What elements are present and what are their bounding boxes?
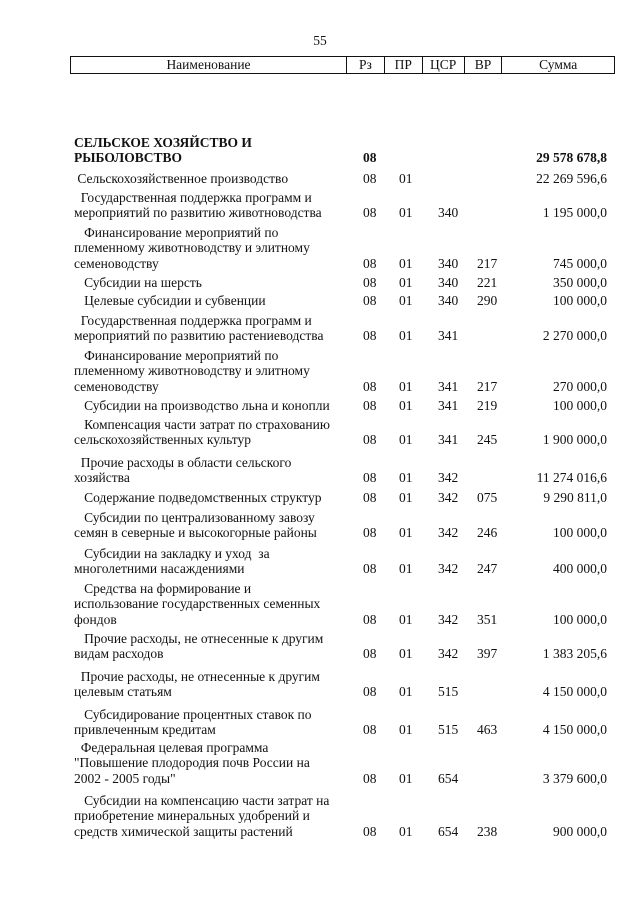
row-name-line: видам расходов bbox=[74, 646, 164, 662]
row-pr: 01 bbox=[399, 561, 413, 577]
row-name-line: Прочие расходы, не отнесенные к другим bbox=[74, 669, 320, 684]
row-rz: 08 bbox=[363, 770, 377, 786]
row-name-line: Субсидии на закладку и уход за bbox=[74, 546, 270, 561]
row-pr: 01 bbox=[399, 293, 413, 308]
row-name-line: семеноводству bbox=[74, 378, 159, 394]
row-rz: 08 bbox=[363, 398, 377, 413]
header-csr: ЦСР bbox=[423, 57, 465, 73]
row-pr: 01 bbox=[399, 525, 413, 541]
row-csr: 342 bbox=[438, 525, 459, 541]
row-name-line: средств химической защиты растений bbox=[74, 823, 293, 839]
row-name-line: Прочие расходы в области сельского bbox=[74, 455, 292, 470]
row-pr: 01 bbox=[399, 770, 413, 786]
row-rz: 08 bbox=[363, 378, 377, 394]
row-sum: 100 000,0 bbox=[553, 293, 607, 308]
row-sum: 4 150 000,0 bbox=[542, 684, 607, 700]
row-name-line: семян в северные и высокогорные районы bbox=[74, 525, 317, 541]
row-name-line: сельскохозяйственных культур bbox=[74, 432, 252, 448]
row-rz: 08 bbox=[363, 611, 377, 627]
row-sum: 1 195 000,0 bbox=[542, 205, 607, 221]
row-sum: 4 150 000,0 bbox=[542, 722, 607, 738]
header-vr: ВР bbox=[465, 57, 503, 73]
row-name-line: целевым статьям bbox=[74, 684, 172, 700]
row-sum: 29 578 678,8 bbox=[536, 150, 607, 166]
row-sum: 9 290 811,0 bbox=[543, 490, 607, 505]
row-name-line: Государственная поддержка программ и bbox=[74, 190, 312, 205]
row-name-line: 2002 - 2005 годы" bbox=[74, 770, 176, 786]
row-csr: 341 bbox=[438, 378, 459, 394]
row-vr: 245 bbox=[477, 432, 498, 448]
row-csr: 340 bbox=[438, 293, 459, 308]
row-rz: 08 bbox=[363, 684, 377, 700]
row-sum: 2 270 000,0 bbox=[542, 328, 607, 344]
row-vr: 351 bbox=[477, 611, 498, 627]
row-csr: 341 bbox=[438, 398, 459, 413]
row-sum: 11 274 016,6 bbox=[536, 470, 607, 486]
row-rz: 08 bbox=[363, 328, 377, 344]
row-vr: 463 bbox=[477, 722, 498, 738]
row-name-line: племенному животноводству и элитному bbox=[74, 240, 310, 256]
row-csr: 342 bbox=[438, 490, 459, 505]
header-name: Наименование bbox=[71, 57, 347, 73]
row-rz: 08 bbox=[363, 205, 377, 221]
row-vr: 217 bbox=[477, 378, 498, 394]
row-csr: 654 bbox=[438, 823, 459, 839]
header-rz: Рз bbox=[347, 57, 385, 73]
row-vr: 219 bbox=[477, 398, 498, 413]
row-vr: 221 bbox=[477, 275, 498, 290]
row-vr: 075 bbox=[477, 490, 498, 505]
row-pr: 01 bbox=[399, 205, 413, 221]
row-vr: 238 bbox=[477, 823, 498, 839]
row-vr: 247 bbox=[477, 561, 498, 577]
row-rz: 08 bbox=[363, 150, 377, 166]
row-name-line: фондов bbox=[74, 611, 117, 627]
row-pr: 01 bbox=[399, 684, 413, 700]
row-name-line: Целевые субсидии и субвенции bbox=[74, 293, 266, 308]
row-name-line: многолетними насаждениями bbox=[74, 561, 245, 577]
row-sum: 22 269 596,6 bbox=[536, 171, 607, 186]
header-sum: Сумма bbox=[539, 57, 578, 72]
row-csr: 654 bbox=[438, 770, 459, 786]
row-name-line: СЕЛЬСКОЕ ХОЗЯЙСТВО И bbox=[74, 135, 252, 150]
row-name-line: Сельскохозяйственное производство bbox=[74, 171, 289, 186]
row-name-line: хозяйства bbox=[74, 470, 130, 486]
row-csr: 342 bbox=[438, 561, 459, 577]
row-pr: 01 bbox=[399, 432, 413, 448]
row-rz: 08 bbox=[363, 490, 377, 505]
row-sum: 100 000,0 bbox=[553, 525, 607, 541]
row-csr: 340 bbox=[438, 205, 459, 221]
row-pr: 01 bbox=[399, 378, 413, 394]
row-name-line: Финансирование мероприятий по bbox=[74, 225, 279, 240]
header-pr: ПР bbox=[385, 57, 423, 73]
row-csr: 340 bbox=[438, 255, 459, 271]
row-sum: 350 000,0 bbox=[553, 275, 607, 290]
row-name-line: Прочие расходы, не отнесенные к другим bbox=[74, 631, 324, 646]
row-csr: 341 bbox=[438, 432, 459, 448]
row-pr: 01 bbox=[399, 328, 413, 344]
row-name-line: привлеченным кредитам bbox=[74, 722, 216, 738]
row-csr: 342 bbox=[438, 611, 459, 627]
row-pr: 01 bbox=[399, 611, 413, 627]
row-csr: 342 bbox=[438, 470, 459, 486]
row-name-line: Федеральная целевая программа bbox=[74, 740, 269, 755]
row-rz: 08 bbox=[363, 722, 377, 738]
row-name-line: Субсидии по централизованному завозу bbox=[74, 510, 315, 525]
row-name-line: Субсидии на производство льна и конопли bbox=[74, 398, 330, 413]
row-vr: 397 bbox=[477, 646, 498, 662]
row-sum: 100 000,0 bbox=[553, 611, 607, 627]
row-name-line: использование государственных семенных bbox=[74, 596, 321, 612]
row-name-line: семеноводству bbox=[74, 255, 159, 271]
row-rz: 08 bbox=[363, 171, 377, 186]
row-pr: 01 bbox=[399, 398, 413, 413]
row-rz: 08 bbox=[363, 275, 377, 290]
row-rz: 08 bbox=[363, 525, 377, 541]
row-sum: 270 000,0 bbox=[553, 378, 607, 394]
row-pr: 01 bbox=[399, 470, 413, 486]
row-csr: 340 bbox=[438, 275, 459, 290]
row-name-line: Субсидирование процентных ставок по bbox=[74, 707, 312, 722]
row-sum: 400 000,0 bbox=[553, 561, 607, 577]
row-rz: 08 bbox=[363, 255, 377, 271]
row-name-line: Компенсация части затрат по страхованию bbox=[74, 417, 330, 432]
row-sum: 900 000,0 bbox=[553, 823, 607, 839]
row-pr: 01 bbox=[399, 490, 413, 505]
row-vr: 290 bbox=[477, 293, 498, 308]
row-sum: 3 379 600,0 bbox=[542, 770, 607, 786]
row-name-line: мероприятий по развитию животноводства bbox=[74, 205, 322, 221]
row-rz: 08 bbox=[363, 432, 377, 448]
row-sum: 1 900 000,0 bbox=[542, 432, 607, 448]
row-name-line: РЫБОЛОВСТВО bbox=[74, 150, 182, 166]
row-sum: 745 000,0 bbox=[553, 255, 607, 271]
row-pr: 01 bbox=[399, 722, 413, 738]
row-name-line: Финансирование мероприятий по bbox=[74, 348, 279, 363]
row-name-line: Содержание подведомственных структур bbox=[74, 490, 322, 505]
row-pr: 01 bbox=[399, 255, 413, 271]
row-vr: 246 bbox=[477, 525, 498, 541]
row-name-line: приобретение минеральных удобрений и bbox=[74, 808, 310, 824]
row-pr: 01 bbox=[399, 646, 413, 662]
row-pr: 01 bbox=[399, 171, 413, 186]
row-vr: 217 bbox=[477, 255, 498, 271]
page-number: 55 bbox=[313, 33, 327, 48]
row-name-line: племенному животноводству и элитному bbox=[74, 363, 310, 379]
row-rz: 08 bbox=[363, 561, 377, 577]
row-name-line: Субсидии на компенсацию части затрат на bbox=[74, 793, 330, 808]
row-pr: 01 bbox=[399, 275, 413, 290]
row-name-line: Субсидии на шерсть bbox=[74, 275, 202, 290]
row-sum: 1 383 205,6 bbox=[542, 646, 607, 662]
row-csr: 342 bbox=[438, 646, 459, 662]
row-name-line: Государственная поддержка программ и bbox=[74, 313, 312, 328]
row-rz: 08 bbox=[363, 823, 377, 839]
row-name-line: мероприятий по развитию растениеводства bbox=[74, 328, 324, 344]
row-name-line: Средства на формирование и bbox=[74, 581, 252, 596]
row-pr: 01 bbox=[399, 823, 413, 839]
row-name-line: "Повышение плодородия почв России на bbox=[74, 755, 310, 771]
row-rz: 08 bbox=[363, 646, 377, 662]
row-sum: 100 000,0 bbox=[553, 398, 607, 413]
row-csr: 515 bbox=[438, 722, 459, 738]
table-header bbox=[70, 56, 615, 74]
row-csr: 515 bbox=[438, 684, 459, 700]
row-rz: 08 bbox=[363, 470, 377, 486]
row-rz: 08 bbox=[363, 293, 377, 308]
row-csr: 341 bbox=[438, 328, 459, 344]
